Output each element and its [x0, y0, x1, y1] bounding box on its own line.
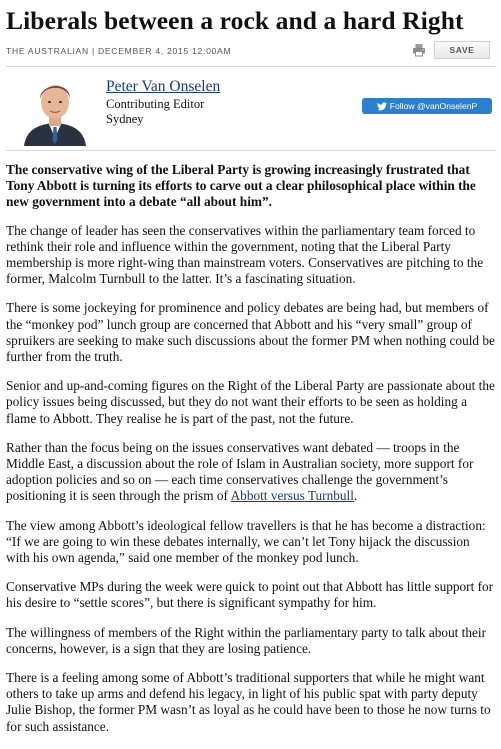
paragraph	[6, 440, 496, 505]
divider	[6, 150, 496, 151]
follow-label: Follow @vanOnselenP	[389, 101, 478, 111]
article-lede: The conservative wing of the Liberal Party is growing increasingly frustrated that Tony Abbott is turning its efforts to carve out a clear philosophical place within the new government into a debate “all about him”.	[6, 162, 476, 210]
paragraph: The view among Abbott’s ideological fellow travellers is that he has become a distraction: “If we are going to win these debates internally, we can’t let Tony hijack the discussion with his own agenda,” said one member of the monkey pod lunch.	[6, 517, 486, 566]
paragraph: Conservative MPs during the week were quick to point out that Abbott has little support for his desire to “settle scores”, but there is significant sympathy for him.	[6, 579, 494, 611]
article-headline: Liberals between a rock and a hard Right	[6, 6, 464, 35]
paragraph: Senior and up-and-coming figures on the Right of the Liberal Party are passionate about the policy issues being discussed, but they do not want their efforts to be seen as holding a flame to Abbott. They realise he is part of the past, not the future.	[6, 378, 495, 426]
save-button[interactable]: SAVE	[434, 41, 490, 59]
paragraph: There is some jockeying for prominence and policy debates are being had, but members of the “monkey pod” lunch group are concerned that Abbott and his “very small” group of spruikers are seeking to make such discussions about the former PM when nothing could be further from the truth.	[6, 300, 495, 365]
twitter-follow-button[interactable]	[362, 98, 492, 114]
paragraph: There is a feeling among some of Abbott’s traditional supporters that while he might want others to take up arms and defend his legacy, in light of his public spat with party deputy Julie Bishop, the former PM wasn’t as loyal as he could have been to those he now turns to for such assistance.	[6, 670, 491, 734]
twitter-bird-icon	[377, 102, 387, 111]
abbott-versus-turnbull-link[interactable]: Abbott versus Turnbull	[230, 488, 354, 504]
printer-icon[interactable]	[412, 43, 426, 57]
paragraph: The change of leader has seen the conservatives within the parliamentary team forced to rethink their role and influence within the government, noting that the Liberal Party membership is more right-wing than mainstream voters. Conservatives are pitching to the former, Malcolm Turnbull to the latter. It’s a fascinating situation.	[6, 222, 484, 287]
paragraph-text: Rather than the focus being on the issues conservatives want debated — troops in the Middle East, a discussion about the role of Islam in Australian society, more support for adoption policies and so on — each time conservatives challenge the government’s positioning it is seen through the prism of	[6, 439, 474, 504]
author-role: Contributing Editor	[106, 97, 205, 111]
article-body	[6, 162, 496, 748]
author-name-link[interactable]: Peter Van Onselen	[106, 78, 221, 95]
author-avatar[interactable]	[16, 72, 94, 146]
article-meta: THE AUSTRALIAN | DECEMBER 4, 2015 12:00AM	[6, 46, 232, 56]
divider	[6, 66, 496, 67]
paragraph-text: .	[353, 488, 358, 504]
paragraph: The willingness of members of the Right within the parliamentary party to talk about their concerns, however, is a sign that they are losing patience.	[6, 624, 487, 656]
author-location: Sydney	[106, 112, 144, 126]
